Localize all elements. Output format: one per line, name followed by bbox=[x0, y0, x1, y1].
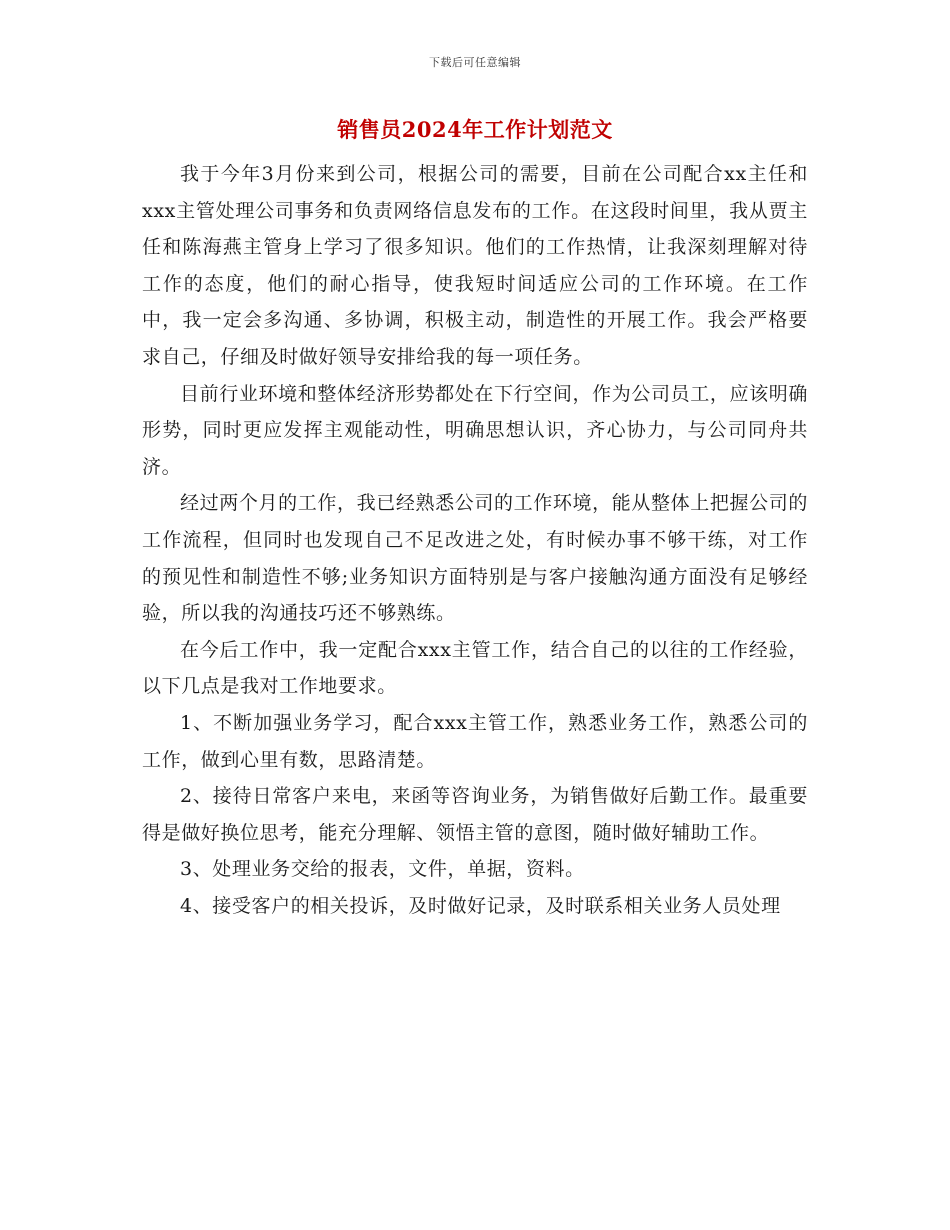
document-body bbox=[142, 156, 808, 924]
list-item-4: 4、接受客户的相关投诉，及时做好记录，及时联系相关业务人员处理 bbox=[180, 894, 781, 917]
list-item-3: 3、处理业务交给的报表，文件，单据，资料。 bbox=[180, 858, 585, 881]
header-note: 下载后可任意编辑 bbox=[429, 56, 521, 69]
paragraph-industry-outlook: 目前行业环境和整体经济形势都处在下行空间，作为公司员工，应该明确形势，同时更应发挥主观能动性，明确思想认识，齐心协力，与公司同舟共济。 bbox=[142, 382, 808, 478]
paragraph-self-review: 经过两个月的工作，我已经熟悉公司的工作环境，能从整体上把握公司的工作流程，但同时也发现自己不足改进之处，有时候办事不够干练，对工作的预见性和制造性不够;业务知识方面特别是与客户接触沟通方面没有足够经验，所以我的沟通技巧还不够熟练。 bbox=[142, 492, 808, 625]
document-title: 销售员2024年工作计划范文 bbox=[337, 117, 613, 142]
list-item-1: 1、不断加强业务学习，配合xxx主管工作，熟悉业务工作，熟悉公司的工作，做到心里有数，思路清楚。 bbox=[142, 711, 808, 771]
list-item-2: 2、接待日常客户来电，来函等咨询业务，为销售做好后勤工作。最重要得是做好换位思考，能充分理解、领悟主管的意图，随时做好辅助工作。 bbox=[142, 785, 808, 844]
paragraph-plan-intro: 在今后工作中，我一定配合xxx主管工作，结合自己的以往的工作经验，以下几点是我对工作地要求。 bbox=[142, 638, 808, 698]
paragraph-intro: 我于今年3月份来到公司，根据公司的需要，目前在公司配合xx主任和xxx主管处理公司事务和负责网络信息发布的工作。在这段时间里，我从贾主任和陈海燕主管身上学习了很多知识。他们的工作热情，让我深刻理解对待工作的态度，他们的耐心指导，使我短时间适应公司的工作环境。在工作中，我一定会多沟通、多协调，积极主动，制造性的开展工作。我会严格要求自己，仔细及时做好领导安排给我的每一项任务。 bbox=[142, 163, 808, 368]
